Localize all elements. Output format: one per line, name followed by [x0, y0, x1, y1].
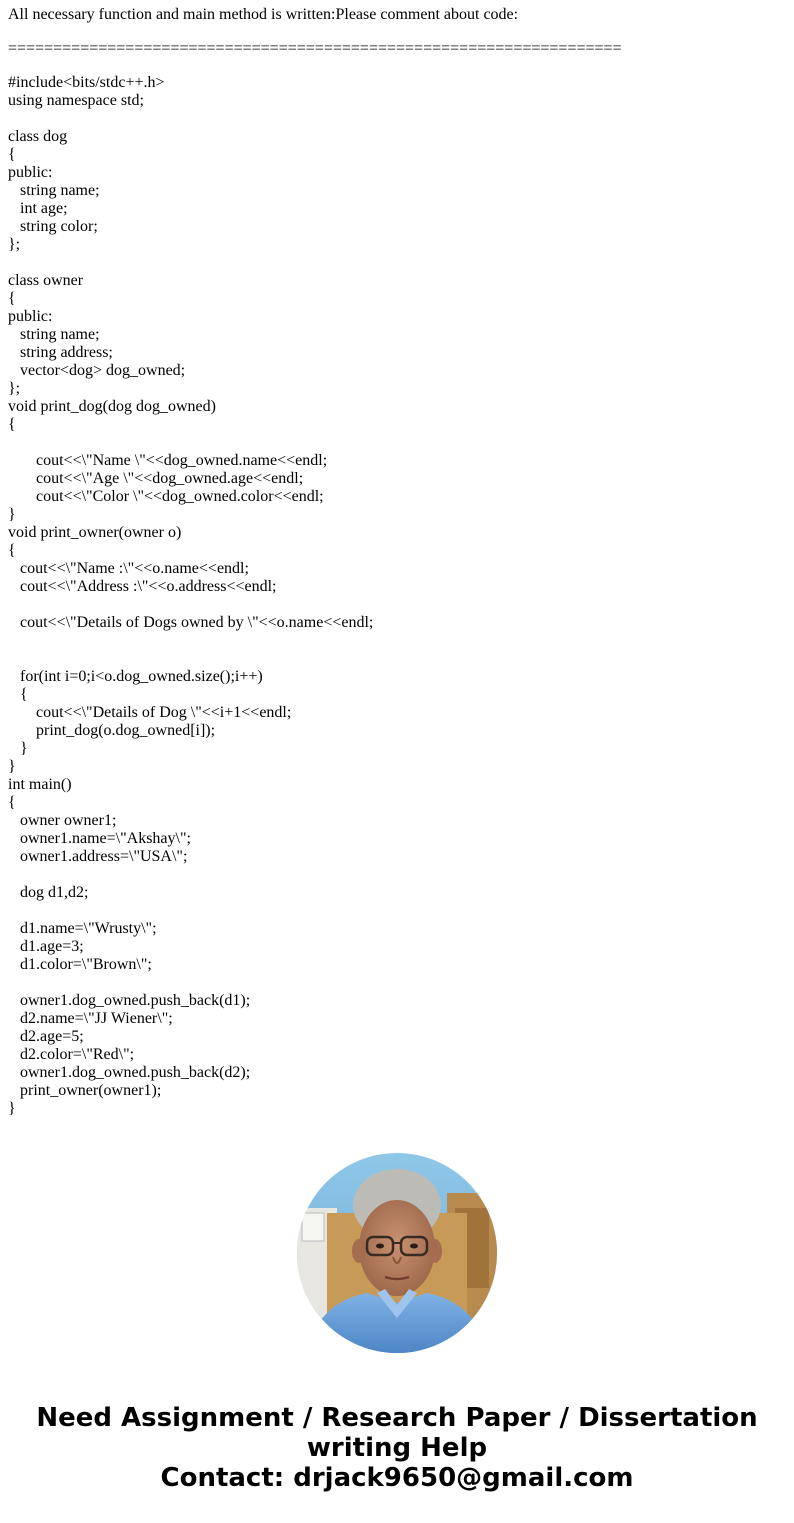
- code-line: void print_owner(owner o): [8, 524, 182, 541]
- code-line: owner1.name=\"Akshay\";: [8, 830, 191, 847]
- code-line: };: [8, 380, 21, 397]
- code-line: cout<<\"Details of Dog \"<<i+1<<endl;: [8, 704, 292, 721]
- code-line: for(int i=0;i<o.dog_owned.size();i++): [8, 668, 263, 685]
- code-line: d1.color=\"Brown\";: [8, 956, 152, 973]
- author-photo: [297, 1153, 497, 1353]
- code-line: d1.name=\"Wrusty\";: [8, 920, 157, 937]
- code-line: class owner: [8, 272, 84, 289]
- intro-text: All necessary function and main method is written:Please comment about code:: [8, 6, 519, 23]
- code-block: [8, 74, 788, 1118]
- author-photo-image: [297, 1153, 497, 1353]
- code-line: }: [8, 506, 16, 523]
- code-line: {: [8, 290, 16, 307]
- code-line: #include<bits/stdc++.h>: [8, 74, 165, 91]
- code-line: string name;: [8, 326, 100, 343]
- code-line: cout<<\"Details of Dogs owned by \"<<o.name<<endl;: [8, 614, 374, 631]
- code-line: string name;: [8, 182, 100, 199]
- code-line: using namespace std;: [8, 92, 144, 109]
- code-line: dog d1,d2;: [8, 884, 89, 901]
- code-line: {: [8, 146, 16, 163]
- promo-banner-line-1: Need Assignment / Research Paper / Dissertation: [36, 1403, 758, 1433]
- code-line: {: [8, 794, 16, 811]
- code-line: vector<dog> dog_owned;: [8, 362, 186, 379]
- code-line: [8, 974, 788, 992]
- code-line: [8, 254, 788, 272]
- code-line: [8, 596, 788, 614]
- code-line: public:: [8, 308, 53, 325]
- promo-banner: [0, 1403, 794, 1493]
- promo-banner-line-2: writing Help: [306, 1433, 488, 1463]
- code-line: string address;: [8, 344, 113, 361]
- code-line: print_owner(owner1);: [8, 1082, 162, 1099]
- code-line: [8, 434, 788, 452]
- code-line: d2.name=\"JJ Wiener\";: [8, 1010, 173, 1027]
- code-line: {: [8, 542, 16, 559]
- code-line: print_dog(o.dog_owned[i]);: [8, 722, 216, 739]
- code-line: string color;: [8, 218, 98, 235]
- code-line: [8, 902, 788, 920]
- code-line: int main(): [8, 776, 72, 793]
- code-line: [8, 632, 788, 650]
- code-line: };: [8, 236, 21, 253]
- code-line: {: [8, 416, 16, 433]
- code-line: {: [8, 686, 28, 703]
- code-line: d2.age=5;: [8, 1028, 84, 1045]
- code-line: }: [8, 740, 28, 757]
- code-line: owner1.dog_owned.push_back(d2);: [8, 1064, 251, 1081]
- code-line: cout<<\"Color \"<<dog_owned.color<<endl;: [8, 488, 324, 505]
- code-line: [8, 110, 788, 128]
- separator-line: ====================================================================: [8, 40, 622, 57]
- code-line: }: [8, 758, 16, 775]
- code-line: owner1.dog_owned.push_back(d1);: [8, 992, 251, 1009]
- code-line: [8, 650, 788, 668]
- code-line: cout<<\"Name :\"<<o.name<<endl;: [8, 560, 249, 577]
- code-line: }: [8, 1100, 16, 1117]
- code-line: cout<<\"Name \"<<dog_owned.name<<endl;: [8, 452, 328, 469]
- code-line: cout<<\"Address :\"<<o.address<<endl;: [8, 578, 277, 595]
- code-line: public:: [8, 164, 53, 181]
- code-line: d2.color=\"Red\";: [8, 1046, 135, 1063]
- document-body: [8, 6, 788, 1118]
- code-line: class dog: [8, 128, 68, 145]
- code-line: int age;: [8, 200, 68, 217]
- code-line: void print_dog(dog dog_owned): [8, 398, 216, 415]
- promo-banner-contact: Contact: drjack9650@gmail.com: [160, 1463, 634, 1493]
- code-line: [8, 866, 788, 884]
- code-line: owner1.address=\"USA\";: [8, 848, 188, 865]
- code-line: owner owner1;: [8, 812, 117, 829]
- code-line: d1.age=3;: [8, 938, 84, 955]
- code-line: cout<<\"Age \"<<dog_owned.age<<endl;: [8, 470, 304, 487]
